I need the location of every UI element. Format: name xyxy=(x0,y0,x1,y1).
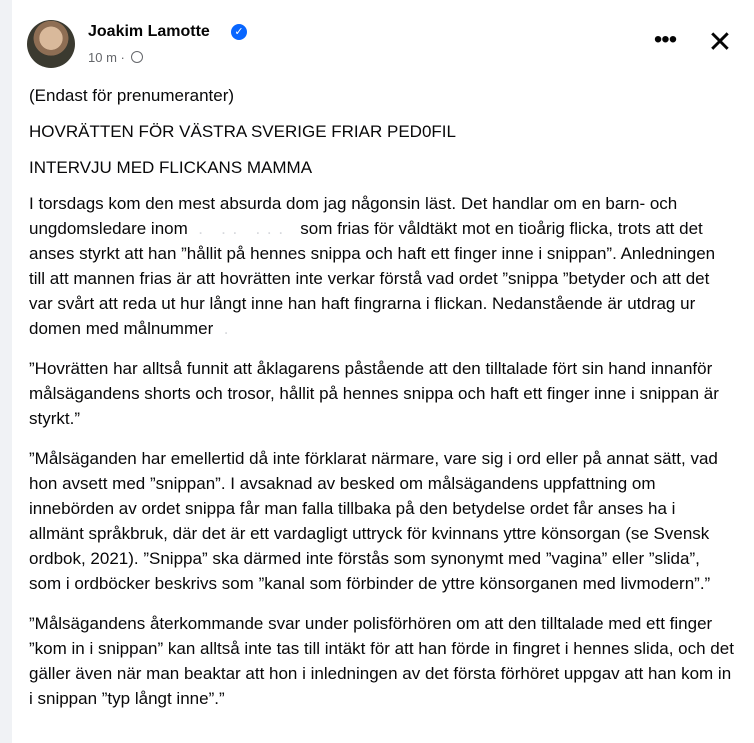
post-card xyxy=(12,0,754,743)
post-body xyxy=(29,83,734,726)
intro-text-start: I torsdags kom den mest absurda dom jag någonsin läst. Det handlar om en barn- och ungdomsledare inom xyxy=(29,194,678,238)
post-time[interactable]: 10 m xyxy=(88,50,117,65)
close-icon[interactable]: ✕ xyxy=(707,26,733,59)
more-icon[interactable]: ••• xyxy=(653,26,677,53)
redacted-text: . . . . . . xyxy=(192,219,296,238)
intro-paragraph xyxy=(29,191,734,341)
intro-text-end: som frias för våldtäkt mot en tioårig flicka, trots att det anses styrkt att han ”hållit på hennes snippa och haft ett finger inne i snippan”. Anledningen till att mannen frias är att hovrätten inte verkar förstå vad ordet ”snippa ”betyder och att det var svårt att reda ut hur långt inne han haft fingrarna i flickan. Nedanstående är utdrag ur domen med målnummer xyxy=(29,219,716,338)
quote-paragraph-2: ”Målsäganden har emellertid då inte förklarat närmare, vare sig i ord eller på annat sätt, vad hon avsett med ”snippan”. I avsaknad av besked om målsägandens uppfattning om innebörden av ordet snippa får man falla tillbaka på den betydelse ordet får anses ha i allmänt språkbruk, där det är ett vardagligt uttryck för kvinnans yttre könsorgan (se Svensk ordbok, 2021). ”Snippa” ska därmed inte förstås som synonymt med ”vagina” eller ”slida”, som i ordböcker beskrivs som ”kanal som förbinder de yttre könsorganen med livmodern”.” xyxy=(29,449,718,593)
verified-badge-icon: ✓ xyxy=(231,24,247,40)
quote-paragraph-3: ”Målsägandens återkommande svar under polisförhören om att den tilltalade med ett finger ”kom in i snippan” kan alltså inte tas till intäkt för att han förde in fingret i hennes slida, och det gäller även när man beaktar att hon i inledningen av det första förhöret uppgav att han kom in i snippan ”typ långt inne”.” xyxy=(29,614,734,708)
quote-paragraph-1: ”Hovrätten har alltså funnit att åklagarens påstående att den tilltalade fört sin hand innanför målsägandens shorts och trosor, hållit på hennes snippa och haft ett finger inne i snippan är styrkt.” xyxy=(29,359,719,428)
globe-icon xyxy=(131,51,143,63)
subheadline: INTERVJU MED FLICKANS MAMMA xyxy=(29,158,313,177)
subscriber-note: (Endast för prenumeranter) xyxy=(29,86,235,105)
redacted-number: . xyxy=(217,319,236,338)
headline: HOVRÄTTEN FÖR VÄSTRA SVERIGE FRIAR PED0FIL xyxy=(29,122,456,141)
post-header xyxy=(27,20,742,72)
post-meta xyxy=(88,50,143,65)
avatar[interactable] xyxy=(27,20,75,68)
meta-separator: · xyxy=(120,50,125,65)
author-name[interactable]: Joakim Lamotte xyxy=(88,23,210,40)
